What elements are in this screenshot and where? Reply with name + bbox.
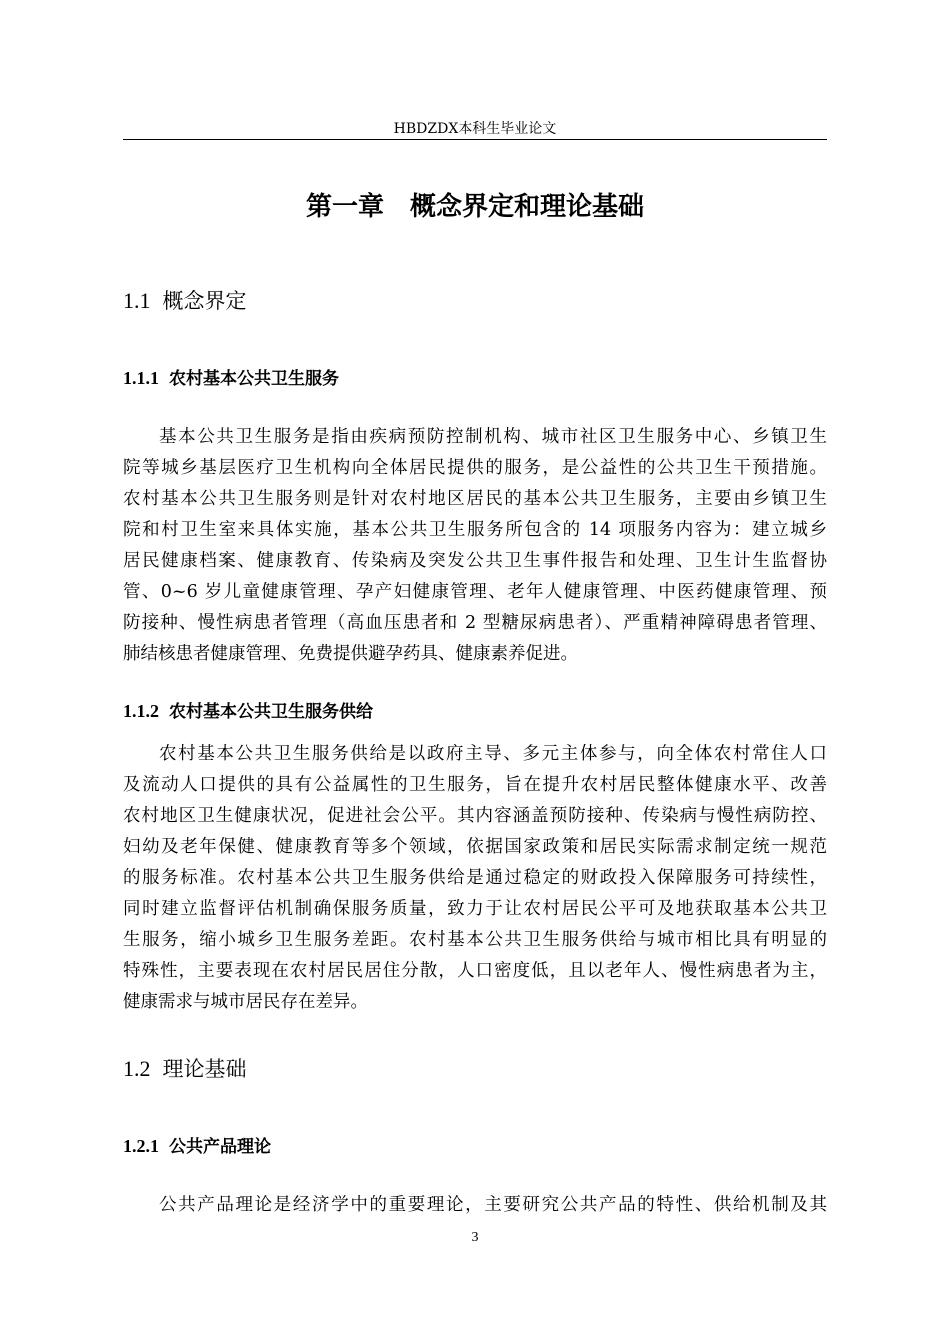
subsection-heading-1-2-1 (123, 1132, 271, 1157)
running-header: HBDZDX本科生毕业论文 (393, 121, 557, 137)
subsection-heading-1-1-1 (123, 364, 339, 389)
paragraph-line: 妇幼及老年保健、健康教育等多个领域，依据国家政策和居民实际需求制定统一规范 (123, 837, 827, 857)
paragraph-line: 防接种、慢性病患者管理（高血压患者和 2 型糖尿病患者）、严重精神障碍患者管理、 (123, 613, 827, 633)
section-title: 概念界定 (162, 289, 247, 313)
paragraph-line: 基本公共卫生服务是指由疾病预防控制机构、城市社区卫生服务中心、乡镇卫生 (159, 427, 827, 447)
subsection-number: 1.2.1 (123, 1136, 159, 1156)
section-number: 1.1 (123, 288, 151, 313)
paragraph-line: 农村基本公共卫生服务供给是以政府主导、多元主体参与，向全体农村常住人口 (159, 744, 827, 764)
paragraph-line: 的服务标准。农村基本公共卫生服务供给是通过稳定的财政投入保障服务可持续性， (123, 868, 827, 888)
subsection-title: 农村基本公共卫生服务供给 (169, 702, 373, 722)
paragraph-line: 健康需求与城市居民存在差异。 (123, 992, 368, 1012)
paragraph-line: 肺结核患者健康管理、免费提供避孕药具、健康素养促进。 (123, 644, 578, 664)
paragraph-line: 农村地区卫生健康状况，促进社会公平。其内容涵盖预防接种、传染病与慢性病防控、 (123, 806, 827, 826)
paragraph-3 (123, 1190, 827, 1221)
header-rule (123, 139, 827, 140)
paragraph-line: 农村基本公共卫生服务则是针对农村地区居民的基本公共卫生服务，主要由乡镇卫生 (123, 489, 827, 509)
subsection-number: 1.1.2 (123, 701, 159, 721)
section-heading-1-2 (123, 1053, 247, 1083)
section-heading-1-1 (123, 285, 247, 315)
subsection-title: 公共产品理论 (169, 1137, 271, 1157)
paragraph-2 (123, 739, 827, 1018)
paragraph-1 (123, 422, 827, 670)
paragraph-line: 公共产品理论是经济学中的重要理论，主要研究公共产品的特性、供给机制及其 (159, 1195, 827, 1215)
section-number: 1.2 (123, 1056, 151, 1081)
chapter-title: 第一章 概念界定和理论基础 (305, 192, 644, 222)
subsection-heading-1-1-2 (123, 697, 373, 722)
paragraph-line: 特殊性，主要表现在农村居民居住分散，人口密度低，且以老年人、慢性病患者为主， (123, 961, 827, 981)
paragraph-line: 生服务，缩小城乡卫生服务差距。农村基本公共卫生服务供给与城市相比具有明显的 (123, 930, 827, 950)
paragraph-line: 院等城乡基层医疗卫生机构向全体居民提供的服务，是公益性的公共卫生干预措施。 (123, 458, 827, 478)
subsection-title: 农村基本公共卫生服务 (169, 369, 339, 389)
paragraph-line: 居民健康档案、健康教育、传染病及突发公共卫生事件报告和处理、卫生计生监督协 (123, 551, 827, 571)
section-title: 理论基础 (162, 1057, 247, 1081)
subsection-number: 1.1.1 (123, 368, 159, 388)
paragraph-line: 院和村卫生室来具体实施，基本公共卫生服务所包含的 14 项服务内容为：建立城乡 (123, 520, 827, 540)
paragraph-line: 及流动人口提供的具有公益属性的卫生服务，旨在提升农村居民整体健康水平、改善 (123, 775, 827, 795)
paragraph-line: 管、0~6 岁儿童健康管理、孕产妇健康管理、老年人健康管理、中医药健康管理、预 (123, 582, 827, 602)
paragraph-line: 同时建立监督评估机制确保服务质量，致力于让农村居民公平可及地获取基本公共卫 (123, 899, 827, 919)
page-number: 3 (471, 1230, 479, 1245)
